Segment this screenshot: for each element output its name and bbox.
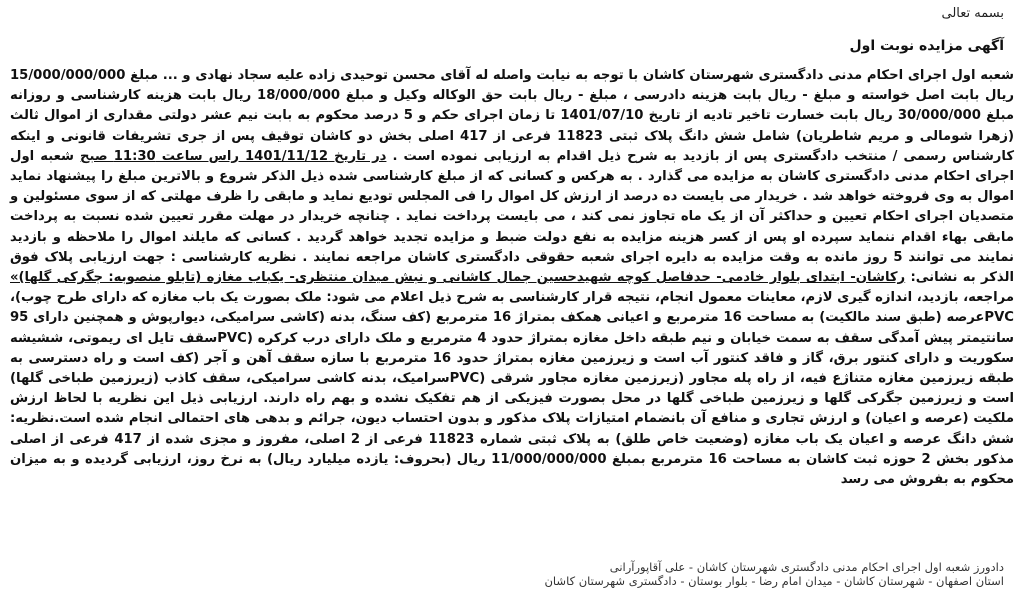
body-paragraph-3: مراجعه، بازدید، اندازه گیری لازم، معاینات معمول انجام، نتیجه قرار کارشناسی به شرح ذیل اعلام می شود: ملک بصورت یک باب مغازه که دارای طرح چوب)، PVCعرصه (طبق سند مالکیت) به مساحت 16 مترمربع و اعیانی همکف بمتراژ 16 مترمربع (کف سنگ، بدنه (کاشی سرامیکی، دیوارپوش و همچنین دارای 95 سانتیمتر پیش آمدگی سقف به سمت خیابان و نیم طبقه داخل مغازه بمتراژ حدود 4 مترمربع و ملک دارای درب کرکره (PVCسقف تایل ای ریموتی، ششیشه سکوریت و دارای کنتور برق، گاز و فاقد کنتور آب است و زیرزمین مغازه بمتراژ حدود 16 مترمربع با سازه سقف آهن و آجر (کف است و راه دسترسی به طبقه زیرزمین مغازه متناژع فیه، از راه پله مجاور (زیرزمین مغازه مجاور شرقی (PVCسرامیک، بدنه کاشی سرامیکی، سقف کاذب (زیرزمین طباخی گلها) است و زیرزمین جگرکی گلها و زیرزمین طباخی گلها در محل بصورت فیزیکی از هم تفکیک نشده و بهم راه دارند. ارزیابی ذیل این نظریه با لحاظ ارزش ملکیت (عرصه و اعیان) و ارزش تجاری و منافع آن بانضمام امتیازات پلاک مذکور و بدون احتساب دیون، جرائم و بدهی های احتمالی انجام شده است.نظریه: شش دانگ عرصه و اعیان یک باب مغازه (وضعیت خاص طلق) به پلاک ثبتی شماره 11823 فرعی از 2 اصلی، مفروز و مجزی شده از 417 فرعی از اصلی مذکور بخش 2 حوزه ثبت کاشان به مساحت 16 مترمربع بمبلغ 11/000/000/000 ریال (بحروف: یازده میلیارد ریال) به نرخ روز، ارزیابی گردیده و به میزان محکوم به بفروش می رسد — [10, 290, 1014, 488]
notice-footer — [20, 560, 1004, 588]
property-address: رکاشان- ابتدای بلوار خادمی- حدفاصل کوچه شهیدحسین جمال کاشانی و نبش میدان منتظری- یکباب مغازه (تابلو منصوبه: جگرکی گلها)» — [10, 270, 906, 286]
auction-date-time: در تاریخ 1401/11/12 راس ساعت 11:30 صبح — [80, 148, 387, 164]
footer-officer-line: دادورز شعبه اول اجرای احکام مدنی دادگستری شهرستان کاشان - علی آقاپورآرانی — [609, 560, 1004, 574]
notice-title: آگهی مزایده نوبت اول — [849, 38, 1004, 54]
bismillah-header: بسمه تعالی — [941, 6, 1004, 21]
body-paragraph-1: شعبه اول اجرای احکام مدنی دادگستری شهرستان کاشان با توجه به نیابت واصله له آقای محسن توحیدی زاده علیه سجاد نهادی و ... مبلغ 15/000/000/000 ریال بابت اصل خواسته و مبلغ - ریال بابت هزینه دادرسی ، مبلغ - ریال بابت حق الوکاله وکیل و مبلغ 18/000/000 ریال بابت هزینه کارشناسی و روزانه مبلغ 30/000/000 ریال بابت خسارت تاخیر تادیه از تاریخ 1401/07/10 تا زمان اجرای حکم و 5 درصد محکوم به بابت نیم عشر دولتی مقداری از اموال ثالث (زهرا شومالی و مریم شاطریان) شامل شش دانگ پلاک ثبتی 11823 فرعی از 417 اصلی بخش دو کاشان توقیف پس از جری تشریفات قانونی و اینکه کارشناس رسمی / منتخب دادگستری پس از بازدید به شرح ذیل اقدام به ارزیابی نموده است . — [10, 68, 1015, 164]
notice-page — [10, 0, 1014, 604]
footer-address-line: استان اصفهان - شهرستان کاشان - میدان امام رضا - بلوار بوستان - دادگستری شهرستان کاشان — [544, 574, 1004, 588]
notice-body — [10, 66, 1014, 490]
body-paragraph-2: شعبه اول اجرای احکام مدنی دادگستری کاشان به مزایده می گذارد . به هرکس و کسانی که از مبلغ کارشناسی شده ذیل الذکر شروع و بالاترین مبلغ را پیشنهاد نماید اموال به وی فروخته خواهد شد . خریدار می بایست ده درصد از ارزش کل اموال را فی المجلس تودیع نماید و مابقی را ظرف مهلتی که از سوی مسئولین و متصدیان اجرای احکام تعیین و حداکثر آن از یک ماه تجاوز نمی کند ، می بایست پرداخت نماید . چنانچه خریدار در مهلت مقرر تعیین شده نسبت به پرداخت مابقی بهاء اقدام ننماید سپرده او پس از کسر هزینه مزایده به نفع دولت ضبط و مزایده تجدید خواهد گردید . کسانی که مایلند اموال را ملاحظه و بازدید نمایند می توانند 5 روز مانده به وقت مزایده به دایره اجرای شعبه حقوقی دادگستری کاشان مراجعه نمایند . نظریه کارشناسی : جهت ارزیابی پلاک فوق الذکر به نشانی: — [10, 148, 1015, 286]
